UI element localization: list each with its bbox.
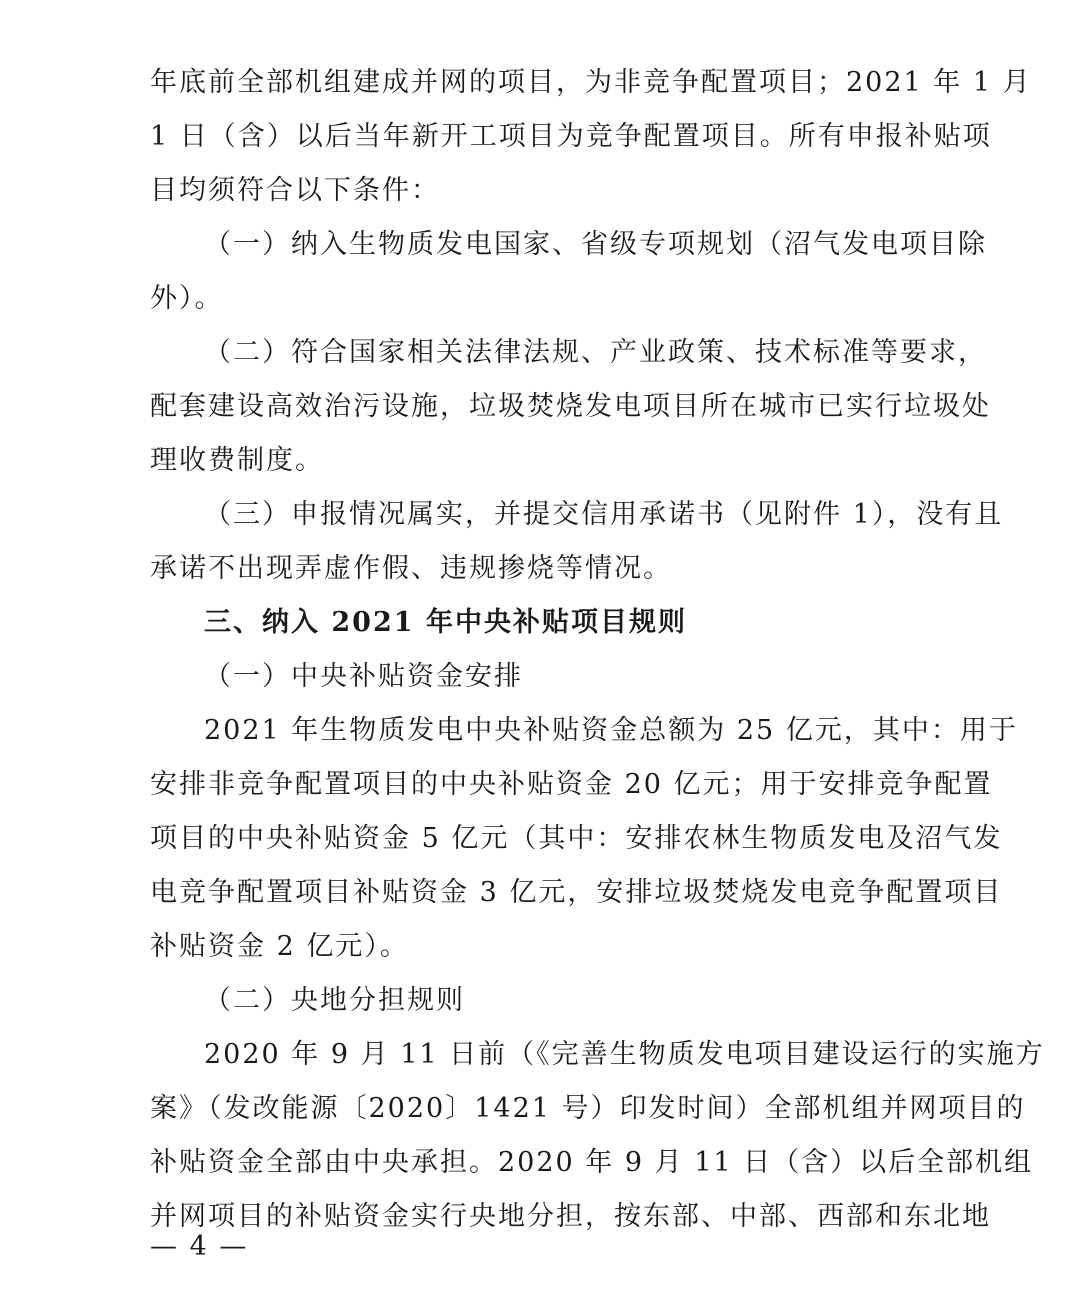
text-line: 项目的中央补贴资金 5 亿元（其中：安排农林生物质发电及沼气发: [150, 823, 1003, 854]
text-line: 理收费制度。: [150, 445, 324, 476]
section-heading: 三、纳入 2021 年中央补贴项目规则: [204, 607, 687, 638]
list-item-1: （一）纳入生物质发电国家、省级专项规划（沼气发电项目除: [204, 229, 987, 260]
list-item-3: （三）申报情况属实，并提交信用承诺书（见附件 1），没有且: [204, 499, 1004, 530]
text-line: 目均须符合以下条件：: [150, 175, 440, 206]
text-line: 外）。: [150, 283, 224, 314]
paragraph-start: 2020 年 9 月 11 日前（《完善生物质发电项目建设运行的实施方: [204, 1039, 1045, 1070]
text-line: 承诺不出现弄虚作假、违规掺烧等情况。: [150, 553, 672, 584]
text-line: 年底前全部机组建成并网的项目，为非竞争配置项目；2021 年 1 月: [150, 67, 1032, 98]
subsection-heading-1: （一）中央补贴资金安排: [204, 661, 523, 692]
text-line: 配套建设高效治污设施，垃圾焚烧发电项目所在城市已实行垃圾处: [150, 391, 991, 422]
text-line: 并网项目的补贴资金实行央地分担，按东部、中部、西部和东北地: [150, 1201, 991, 1232]
text-line: 电竞争配置项目补贴资金 3 亿元，安排垃圾焚烧发电竞争配置项目: [150, 877, 1003, 908]
text-line: 补贴资金 2 亿元）。: [150, 931, 409, 962]
subsection-heading-2: （二）央地分担规则: [204, 985, 465, 1016]
text-line: 案》（发改能源〔2020〕1421 号）印发时间）全部机组并网项目的: [150, 1093, 1026, 1124]
text-line: 1 日（含）以后当年新开工项目为竞争配置项目。所有申报补贴项: [150, 121, 992, 152]
text-line: 安排非竞争配置项目的中央补贴资金 20 亿元；用于安排竞争配置: [150, 769, 993, 800]
document-body: [150, 56, 1045, 1244]
paragraph-start: 2021 年生物质发电中央补贴资金总额为 25 亿元，其中：用于: [204, 715, 1018, 746]
page-number: — 4 —: [150, 1231, 249, 1262]
list-item-2: （二）符合国家相关法律法规、产业政策、技术标准等要求，: [204, 337, 987, 368]
text-line: 补贴资金全部由中央承担。2020 年 9 月 11 日（含）以后全部机组: [150, 1147, 1034, 1178]
